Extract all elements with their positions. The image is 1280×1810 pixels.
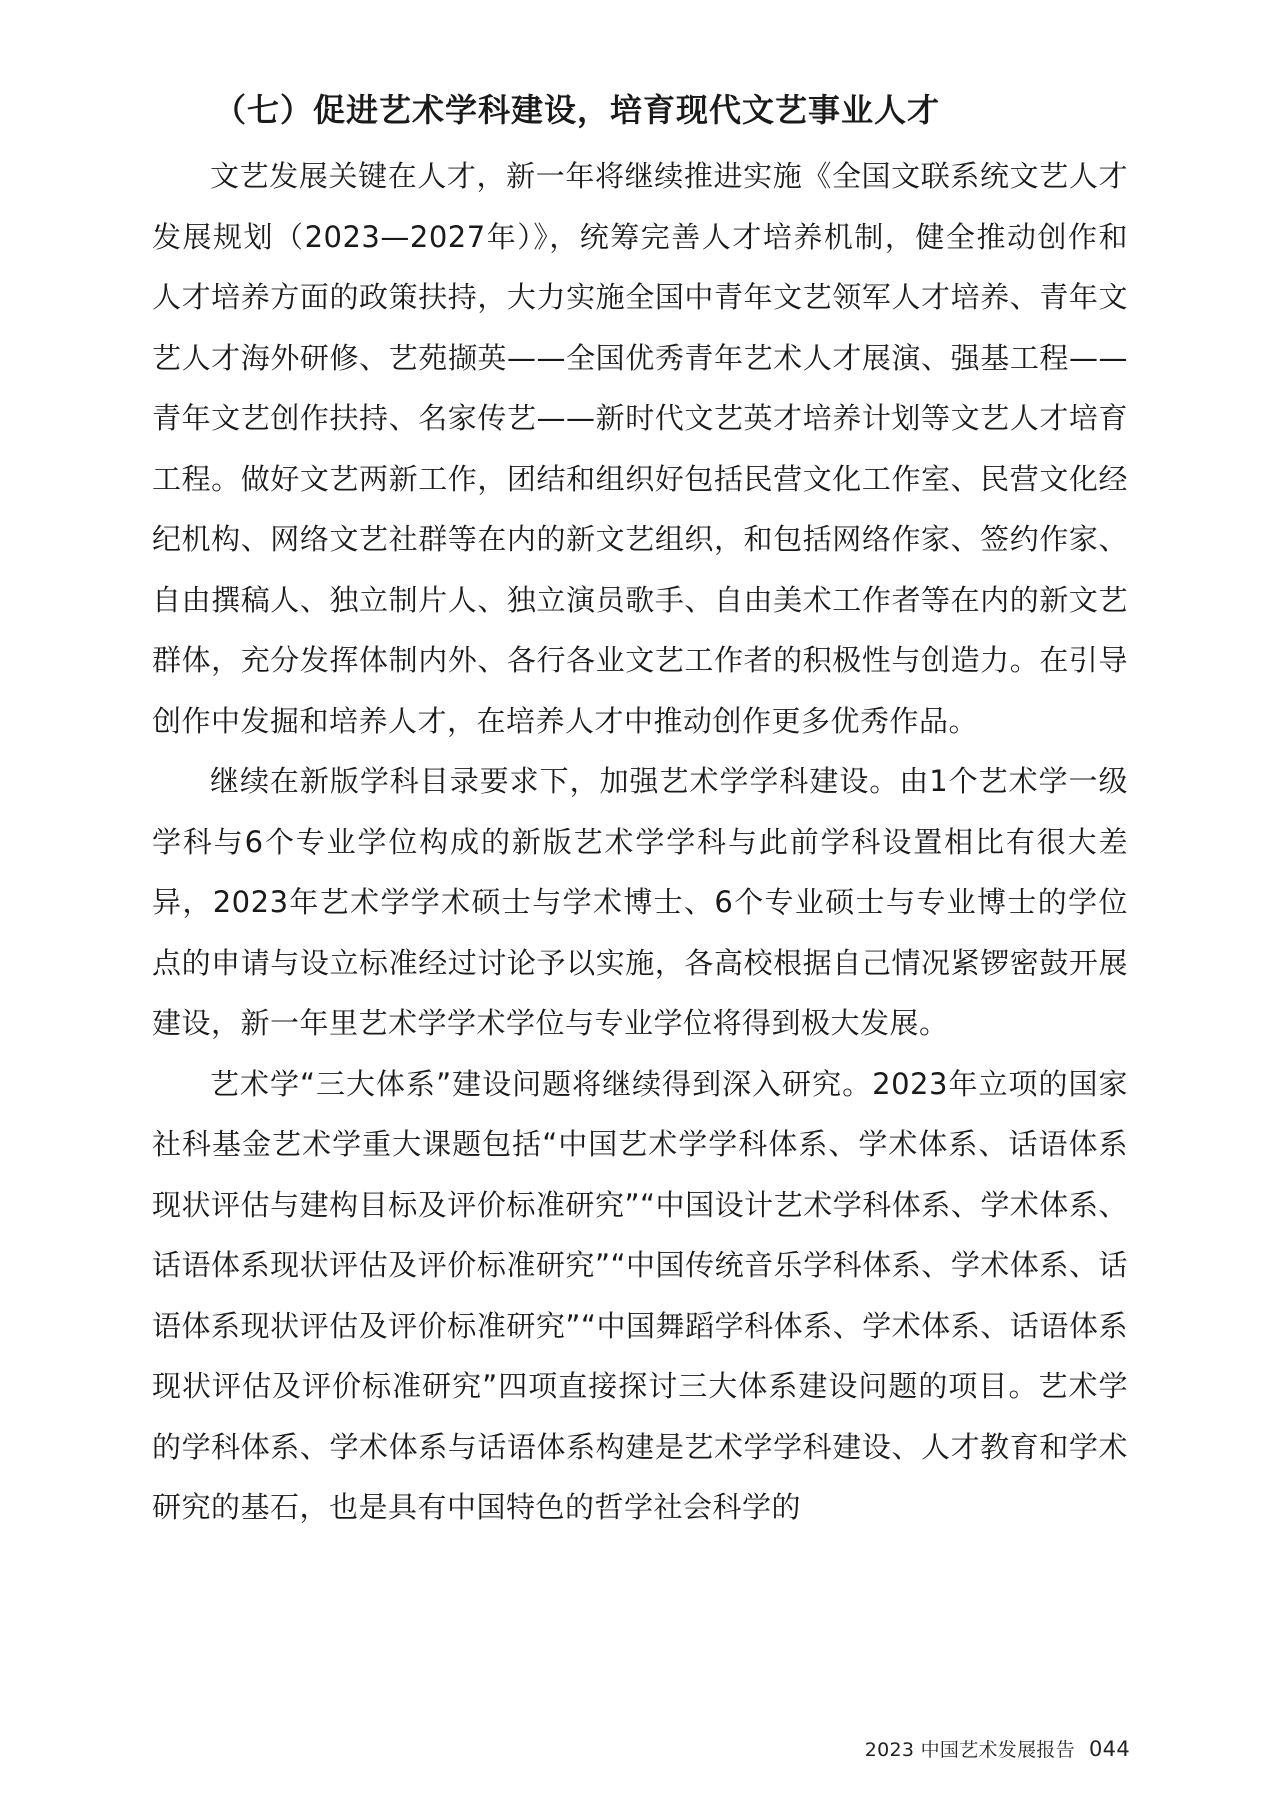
section-heading: （七）促进艺术学科建设，培育现代文艺事业人才 bbox=[214, 91, 941, 129]
footer-report-title: 2023 中国艺术发展报告 bbox=[864, 1739, 1076, 1761]
paragraph-three-systems: 艺术学“三大体系”建设问题将继续得到深入研究。2023年立项的国家社科基金艺术学重大课题包括“中国艺术学学科体系、学术体系、话语体系现状评估与建构目标及评价标准研究”“中国设计艺术学科体系、学术体系、话语体系现状评估及评价标准研究”“中国传统音乐学科体系、学术体系、话语体系现状评估及评价标准研究”“中国舞蹈学科体系、学术体系、话语体系现状评估及评价标准研究”四项直接探讨三大体系建设问题的项目。艺术学的学科体系、学术体系与话语体系构建是艺术学学科建设、人才教育和学术研究的基石，也是具有中国特色的哲学社会科学的 bbox=[152, 1066, 1128, 1524]
paragraph-discipline-construction: 继续在新版学科目录要求下，加强艺术学学科建设。由1个艺术学一级学科与6个专业学位构成的新版艺术学学科与此前学科设置相比有很大差异，2023年艺术学学术硕士与学术博士、6个专业硕士与专业博士的学位点的申请与设立标准经过讨论予以实施，各高校根据自己情况紧锣密鼓开展建设，新一年里艺术学学术学位与专业学位将得到极大发展。 bbox=[152, 764, 1128, 1040]
document-page bbox=[152, 80, 1128, 1538]
page-number: 044 bbox=[1089, 1737, 1130, 1761]
page-footer bbox=[865, 1735, 1130, 1762]
paragraph-talent-development: 文艺发展关键在人才，新一年将继续推进实施《全国文联系统文艺人才发展规划（2023—2027年）》，统筹完善人才培养机制，健全推动创作和人才培养方面的政策扶持，大力实施全国中青年文艺领军人才培养、青年文艺人才海外研修、艺苑撷英——全国优秀青年艺术人才展演、强基工程——青年文艺创作扶持、名家传艺——新时代文艺英才培养计划等文艺人才培育工程。做好文艺两新工作，团结和组织好包括民营文化工作室、民营文化经纪机构、网络文艺社群等在内的新文艺组织，和包括网络作家、签约作家、自由撰稿人、独立制片人、独立演员歌手、自由美术工作者等在内的新文艺群体，充分发挥体制内外、各行各业文艺工作者的积极性与创造力。在引导创作中发掘和培养人才，在培养人才中推动创作更多优秀作品。 bbox=[152, 159, 1128, 738]
